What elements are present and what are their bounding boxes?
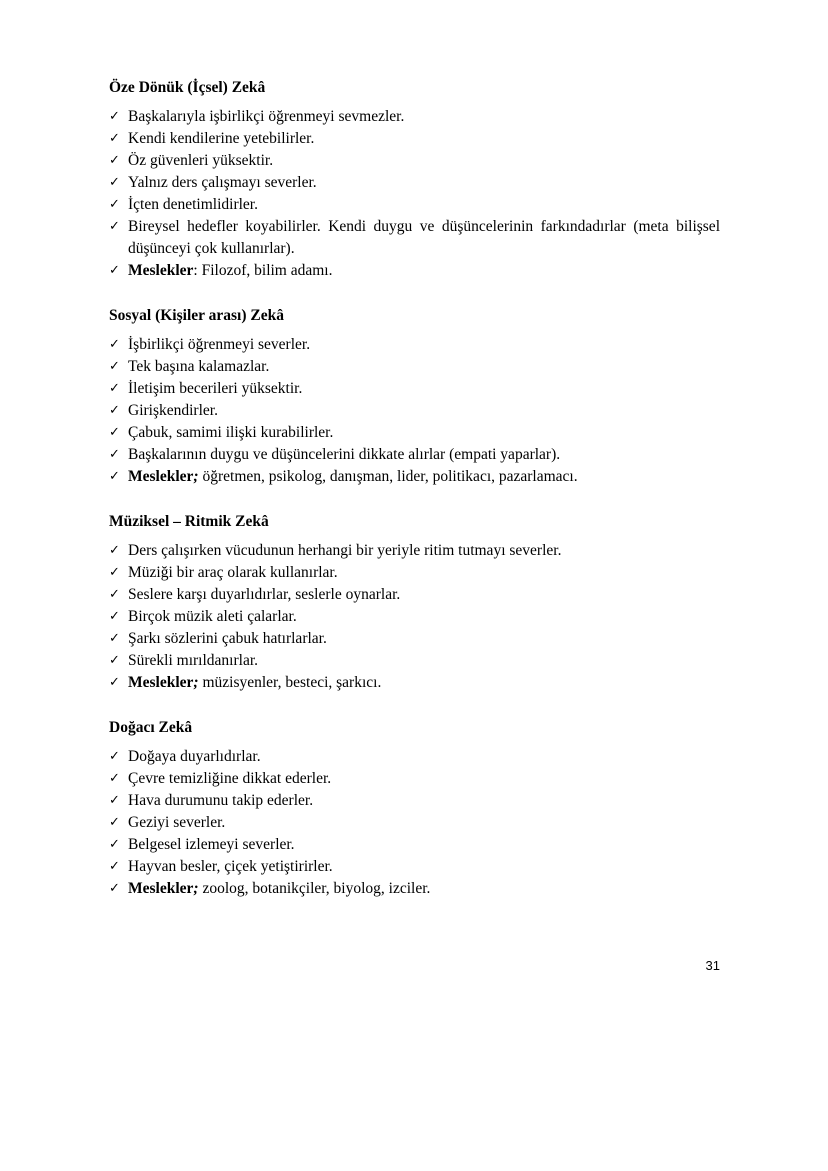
list-item (109, 444, 720, 466)
list-item-text: Bireysel hedefler koyabilirler. Kendi duygu ve düşüncelerinin farkındadırlar (meta bilişsel düşünceyi çok kullanırlar). (128, 218, 720, 257)
check-icon: ✓ (109, 749, 120, 764)
check-icon: ✓ (109, 131, 120, 146)
section-musical (109, 512, 720, 694)
professions-label: Meslekler (128, 468, 194, 485)
checklist (109, 540, 720, 694)
list-item (109, 334, 720, 356)
professions-label: Meslekler (128, 262, 194, 279)
list-item (109, 606, 720, 628)
check-icon: ✓ (109, 881, 120, 896)
professions-item (109, 260, 720, 282)
list-item (109, 812, 720, 834)
list-item (109, 584, 720, 606)
list-item-text: Müziği bir araç olarak kullanırlar. (128, 564, 338, 581)
list-item (109, 106, 720, 128)
list-item-text: Hava durumunu takip ederler. (128, 792, 314, 809)
check-icon: ✓ (109, 653, 120, 668)
check-icon: ✓ (109, 381, 120, 396)
list-item (109, 540, 720, 562)
list-item-text: Şarkı sözlerini çabuk hatırlarlar. (128, 630, 327, 647)
section-heading: Öze Dönük (İçsel) Zekâ (109, 79, 266, 96)
list-item-text: Seslere karşı duyarlıdırlar, seslerle oynarlar. (128, 586, 401, 603)
list-item-text: Yalnız ders çalışmayı severler. (128, 174, 317, 191)
list-item-text: Hayvan besler, çiçek yetiştirirler. (128, 858, 333, 875)
professions-separator: : (193, 262, 198, 279)
list-item-text: İletişim becerileri yüksektir. (128, 380, 303, 397)
list-item-text: Geziyi severler. (128, 814, 226, 831)
check-icon: ✓ (109, 337, 120, 352)
list-item (109, 628, 720, 650)
check-icon: ✓ (109, 109, 120, 124)
list-item (109, 562, 720, 584)
check-icon: ✓ (109, 447, 120, 462)
professions-item (109, 466, 720, 488)
professions-separator: ; (193, 468, 199, 485)
check-icon: ✓ (109, 197, 120, 212)
list-item (109, 768, 720, 790)
professions-text: öğretmen, psikolog, danışman, lider, politikacı, pazarlamacı. (198, 468, 578, 485)
list-item (109, 790, 720, 812)
professions-label: Meslekler (128, 880, 194, 897)
check-icon: ✓ (109, 359, 120, 374)
section-naturalist (109, 718, 720, 900)
list-item-text: Doğaya duyarlıdırlar. (128, 748, 261, 765)
list-item (109, 128, 720, 150)
professions-text: müzisyenler, besteci, şarkıcı. (198, 674, 382, 691)
list-item-text: Birçok müzik aleti çalarlar. (128, 608, 297, 625)
checklist (109, 106, 720, 282)
professions-label: Meslekler (128, 674, 194, 691)
checklist (109, 334, 720, 488)
check-icon: ✓ (109, 609, 120, 624)
list-item-text: Girişkendirler. (128, 402, 218, 419)
professions-separator: ; (193, 880, 199, 897)
check-icon: ✓ (109, 793, 120, 808)
list-item (109, 746, 720, 768)
section-interpersonal (109, 306, 720, 488)
check-icon: ✓ (109, 837, 120, 852)
professions-text: zoolog, botanikçiler, biyolog, izciler. (198, 880, 431, 897)
page-number: 31 (705, 958, 720, 973)
check-icon: ✓ (109, 675, 120, 690)
section-heading: Doğacı Zekâ (109, 719, 193, 736)
list-item-text: İşbirlikçi öğrenmeyi severler. (128, 336, 311, 353)
list-item (109, 194, 720, 216)
professions-item (109, 878, 720, 900)
list-item-text: Tek başına kalamazlar. (128, 358, 270, 375)
check-icon: ✓ (109, 263, 120, 278)
check-icon: ✓ (109, 631, 120, 646)
check-icon: ✓ (109, 587, 120, 602)
professions-separator: ; (193, 674, 199, 691)
check-icon: ✓ (109, 403, 120, 418)
list-item (109, 378, 720, 400)
check-icon: ✓ (109, 815, 120, 830)
list-item-text: Sürekli mırıldanırlar. (128, 652, 259, 669)
check-icon: ✓ (109, 543, 120, 558)
list-item (109, 172, 720, 194)
list-item-text: Ders çalışırken vücudunun herhangi bir yeriyle ritim tutmayı severler. (128, 542, 562, 559)
list-item-text: İçten denetimlidirler. (128, 196, 258, 213)
list-item (109, 650, 720, 672)
list-item-text: Çabuk, samimi ilişki kurabilirler. (128, 424, 334, 441)
checklist (109, 746, 720, 900)
list-item (109, 356, 720, 378)
list-item-text: Kendi kendilerine yetebilirler. (128, 130, 315, 147)
list-item (109, 856, 720, 878)
list-item (109, 422, 720, 444)
check-icon: ✓ (109, 425, 120, 440)
check-icon: ✓ (109, 859, 120, 874)
check-icon: ✓ (109, 153, 120, 168)
professions-text: Filozof, bilim adamı. (197, 262, 333, 279)
check-icon: ✓ (109, 175, 120, 190)
list-item-text: Öz güvenleri yüksektir. (128, 152, 274, 169)
list-item (109, 150, 720, 172)
list-item (109, 400, 720, 422)
list-item-text: Başkalarıyla işbirlikçi öğrenmeyi sevmezler. (128, 108, 405, 125)
list-item-text: Çevre temizliğine dikkat ederler. (128, 770, 332, 787)
check-icon: ✓ (109, 771, 120, 786)
document-page (109, 78, 720, 924)
list-item (109, 834, 720, 856)
list-item-text: Başkalarının duygu ve düşüncelerini dikkate alırlar (empati yaparlar). (128, 446, 561, 463)
section-heading: Müziksel – Ritmik Zekâ (109, 513, 269, 530)
list-item-text: Belgesel izlemeyi severler. (128, 836, 295, 853)
check-icon: ✓ (109, 565, 120, 580)
check-icon: ✓ (109, 469, 120, 484)
section-intrapersonal (109, 78, 720, 282)
list-item (109, 216, 720, 260)
section-heading: Sosyal (Kişiler arası) Zekâ (109, 307, 284, 324)
check-icon: ✓ (109, 219, 120, 234)
professions-item (109, 672, 720, 694)
